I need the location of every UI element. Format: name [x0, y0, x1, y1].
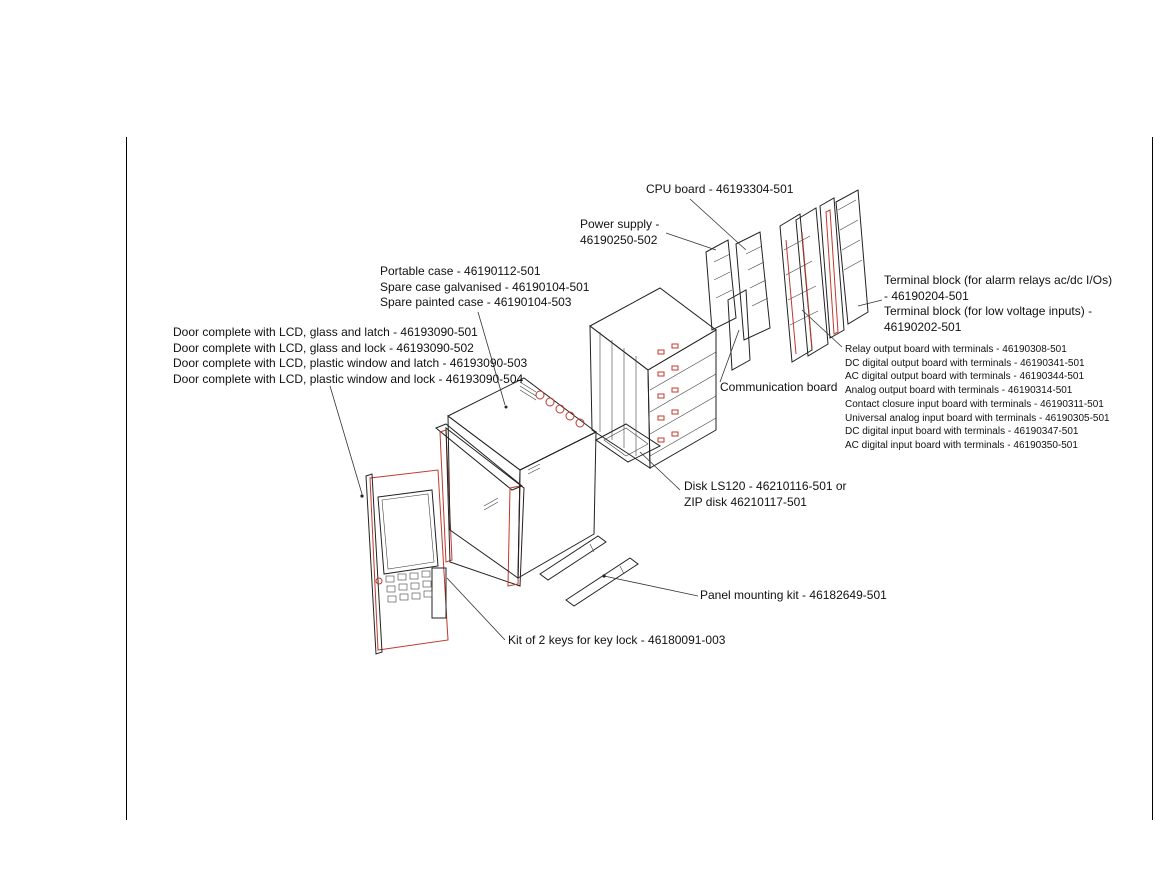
- label-line: Analog output board with terminals - 46190314-501: [845, 385, 1073, 397]
- label-line: DC digital input board with terminals - 46190347-501: [845, 426, 1079, 438]
- label-line: Universal analog input board with terminals - 46190305-501: [845, 412, 1110, 424]
- label-line: Spare painted case - 46190104-503: [380, 295, 572, 309]
- label-line: Door complete with LCD, glass and lock - 46193090-502: [173, 340, 474, 355]
- label-line: Contact closure input board with terminals - 46190311-501: [845, 398, 1104, 410]
- label-line: DC digital output board with terminals - 46190341-501: [845, 357, 1085, 369]
- power-supply-board: [706, 240, 736, 330]
- terminal-block-label: [884, 273, 1112, 335]
- label-line: ZIP disk 46210117-501: [684, 494, 807, 509]
- label-line: Terminal block (for alarm relays ac/dc I/Os): [884, 273, 1113, 287]
- door-part: [366, 470, 448, 654]
- cpu-board: [736, 232, 770, 340]
- label-line: Communication board: [720, 380, 838, 394]
- panel-mounting-kit: [540, 536, 638, 606]
- label-line: Door complete with LCD, glass and latch - 46193090-501: [173, 325, 478, 339]
- cpu-board-label: [646, 182, 793, 198]
- label-line: Spare case galvanised - 46190104-501: [380, 279, 590, 294]
- door-label: [173, 325, 527, 387]
- disk-drive-part: [596, 424, 660, 462]
- label-line: CPU board - 46193304-501: [646, 182, 794, 196]
- label-line: Door complete with LCD, plastic window and lock - 46193090-504: [173, 371, 524, 386]
- label-line: Portable case - 46190112-501: [380, 264, 541, 278]
- label-line: Relay output board with terminals - 46190308-501: [845, 344, 1067, 355]
- label-line: 46190250-502: [580, 232, 658, 247]
- keys-kit-label: [508, 633, 725, 649]
- communication-board-label: [720, 380, 837, 396]
- case-label: [380, 264, 589, 311]
- power-supply-label: [580, 217, 659, 248]
- label-line: 46190202-501: [884, 319, 962, 334]
- label-line: Terminal block (for low voltage inputs) -: [884, 304, 1093, 318]
- label-line: Power supply -: [580, 217, 660, 231]
- label-line: AC digital output board with terminals - 46190344-501: [845, 371, 1085, 383]
- terminal-blocks: [820, 190, 868, 338]
- panel-mounting-kit-label: [700, 588, 887, 604]
- label-line: Disk LS120 - 46210116-501 or: [684, 479, 847, 493]
- label-line: - 46190204-501: [884, 288, 969, 303]
- label-line: Panel mounting kit - 46182649-501: [700, 588, 887, 602]
- label-line: AC digital input board with terminals - 46190350-501: [845, 439, 1078, 451]
- io-boards-label: [845, 343, 1110, 453]
- io-boards: [780, 208, 828, 362]
- label-line: Kit of 2 keys for key lock - 46180091-003: [508, 633, 726, 647]
- label-line: Door complete with LCD, plastic window and latch - 46193090-503: [173, 356, 528, 370]
- disk-label: [684, 479, 847, 510]
